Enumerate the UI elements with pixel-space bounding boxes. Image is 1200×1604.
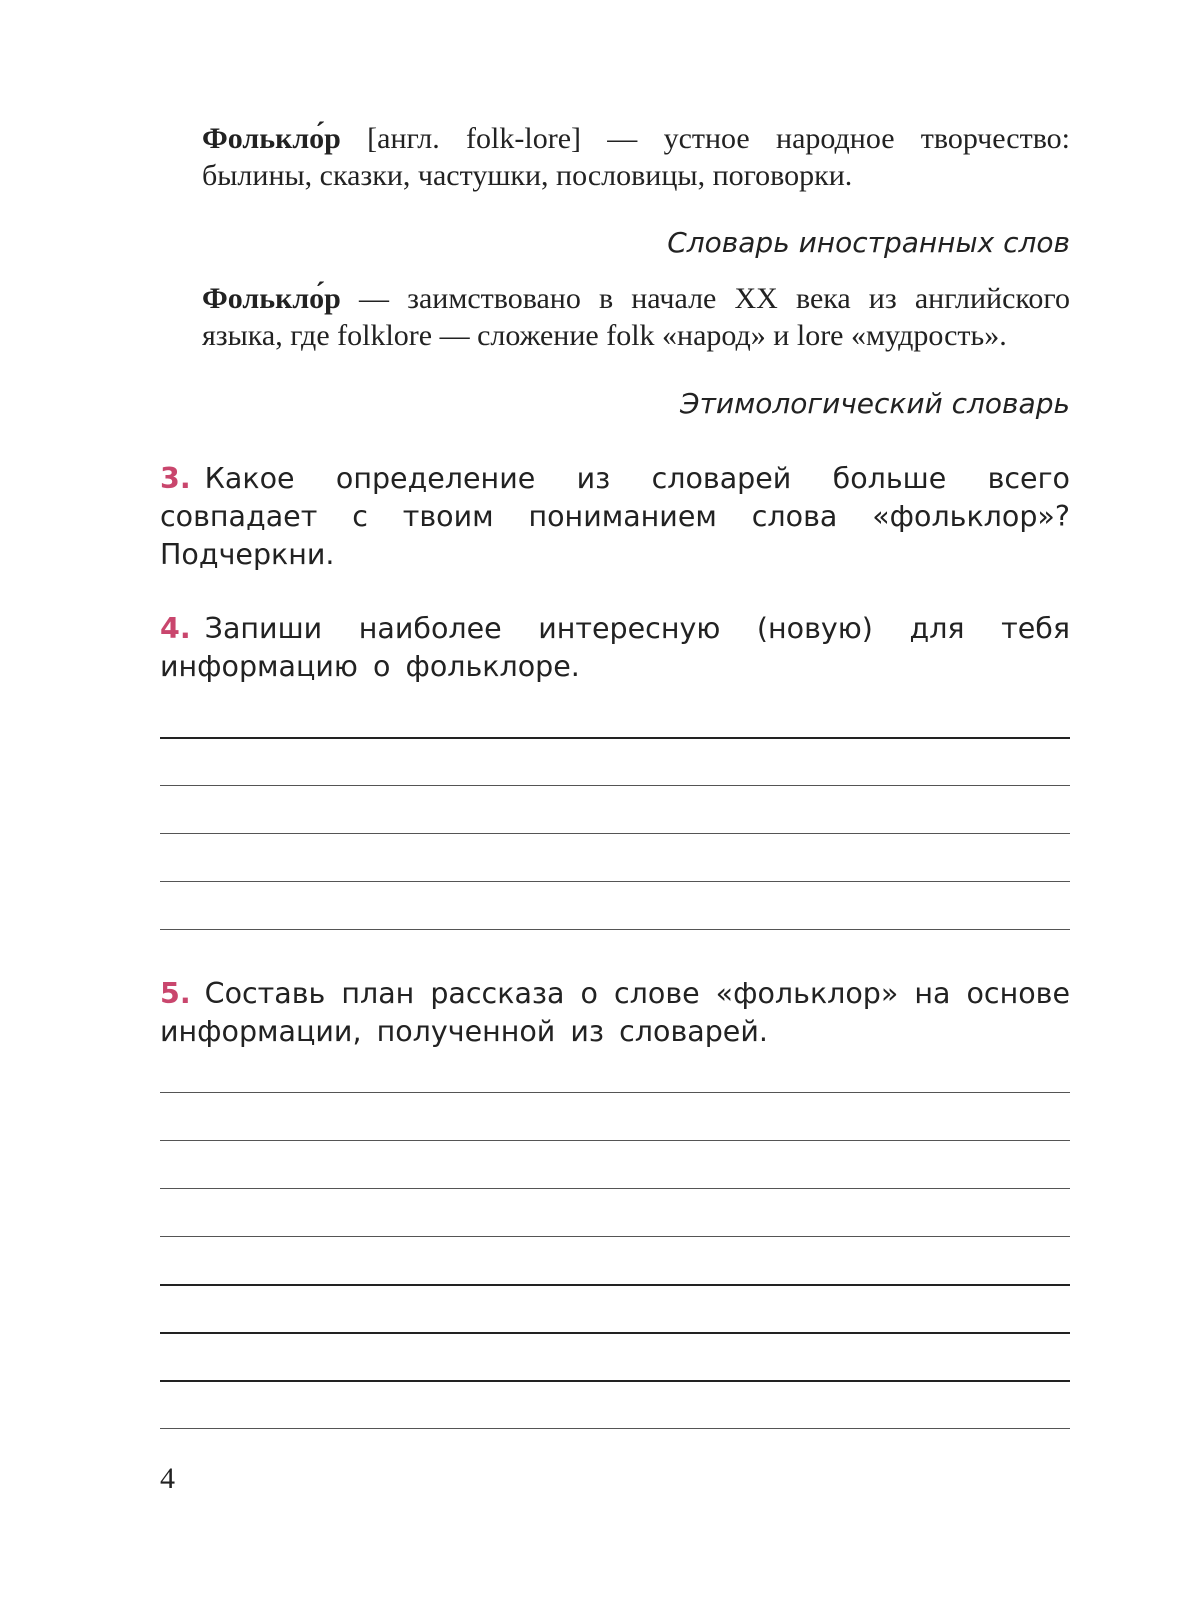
- answer-line[interactable]: [160, 1140, 1070, 1141]
- task-text: Какое определение из словарей больше всего совпадает с твоим пониманием слова «фольклор»? Подчеркни.: [160, 462, 1070, 571]
- answer-line[interactable]: [160, 1236, 1070, 1237]
- answer-line[interactable]: [160, 785, 1070, 786]
- definition-etymology: [202, 280, 1070, 354]
- task-5: [160, 975, 1070, 1051]
- answer-line[interactable]: [160, 1428, 1070, 1429]
- definition-foreign-words: [202, 120, 1070, 194]
- answer-line[interactable]: [160, 1188, 1070, 1189]
- answer-line[interactable]: [160, 737, 1070, 739]
- answer-line[interactable]: [160, 1380, 1070, 1382]
- answer-line[interactable]: [160, 881, 1070, 882]
- task-4: [160, 610, 1070, 686]
- definition-text: — заимствовано в начале XX века из английского языка, где folklore — сложение folk «народ» и lore «мудрость».: [202, 282, 1070, 352]
- definition-source: Этимологический словарь: [680, 387, 1070, 420]
- definition-text: [англ. folk-lore] — устное народное творчество: былины, сказки, частушки, пословицы, поговорки.: [202, 122, 1070, 192]
- answer-line[interactable]: [160, 1284, 1070, 1286]
- task-text: Запиши наиболее интересную (новую) для тебя информацию о фольклоре.: [160, 612, 1070, 683]
- task-number: 3.: [160, 462, 191, 495]
- task-number: 4.: [160, 612, 191, 645]
- task-3: [160, 460, 1070, 574]
- definition-term: Фолькло́р: [202, 122, 341, 155]
- answer-line[interactable]: [160, 833, 1070, 834]
- task-text: Составь план рассказа о слове «фольклор» на основе информации, полученной из словарей.: [160, 977, 1070, 1048]
- definition-source: Словарь иностранных слов: [667, 226, 1070, 259]
- answer-line[interactable]: [160, 1092, 1070, 1093]
- answer-line[interactable]: [160, 929, 1070, 930]
- page-number: 4: [160, 1462, 175, 1495]
- task-number: 5.: [160, 977, 191, 1010]
- answer-line[interactable]: [160, 1332, 1070, 1334]
- definition-term: Фолькло́р: [202, 282, 341, 315]
